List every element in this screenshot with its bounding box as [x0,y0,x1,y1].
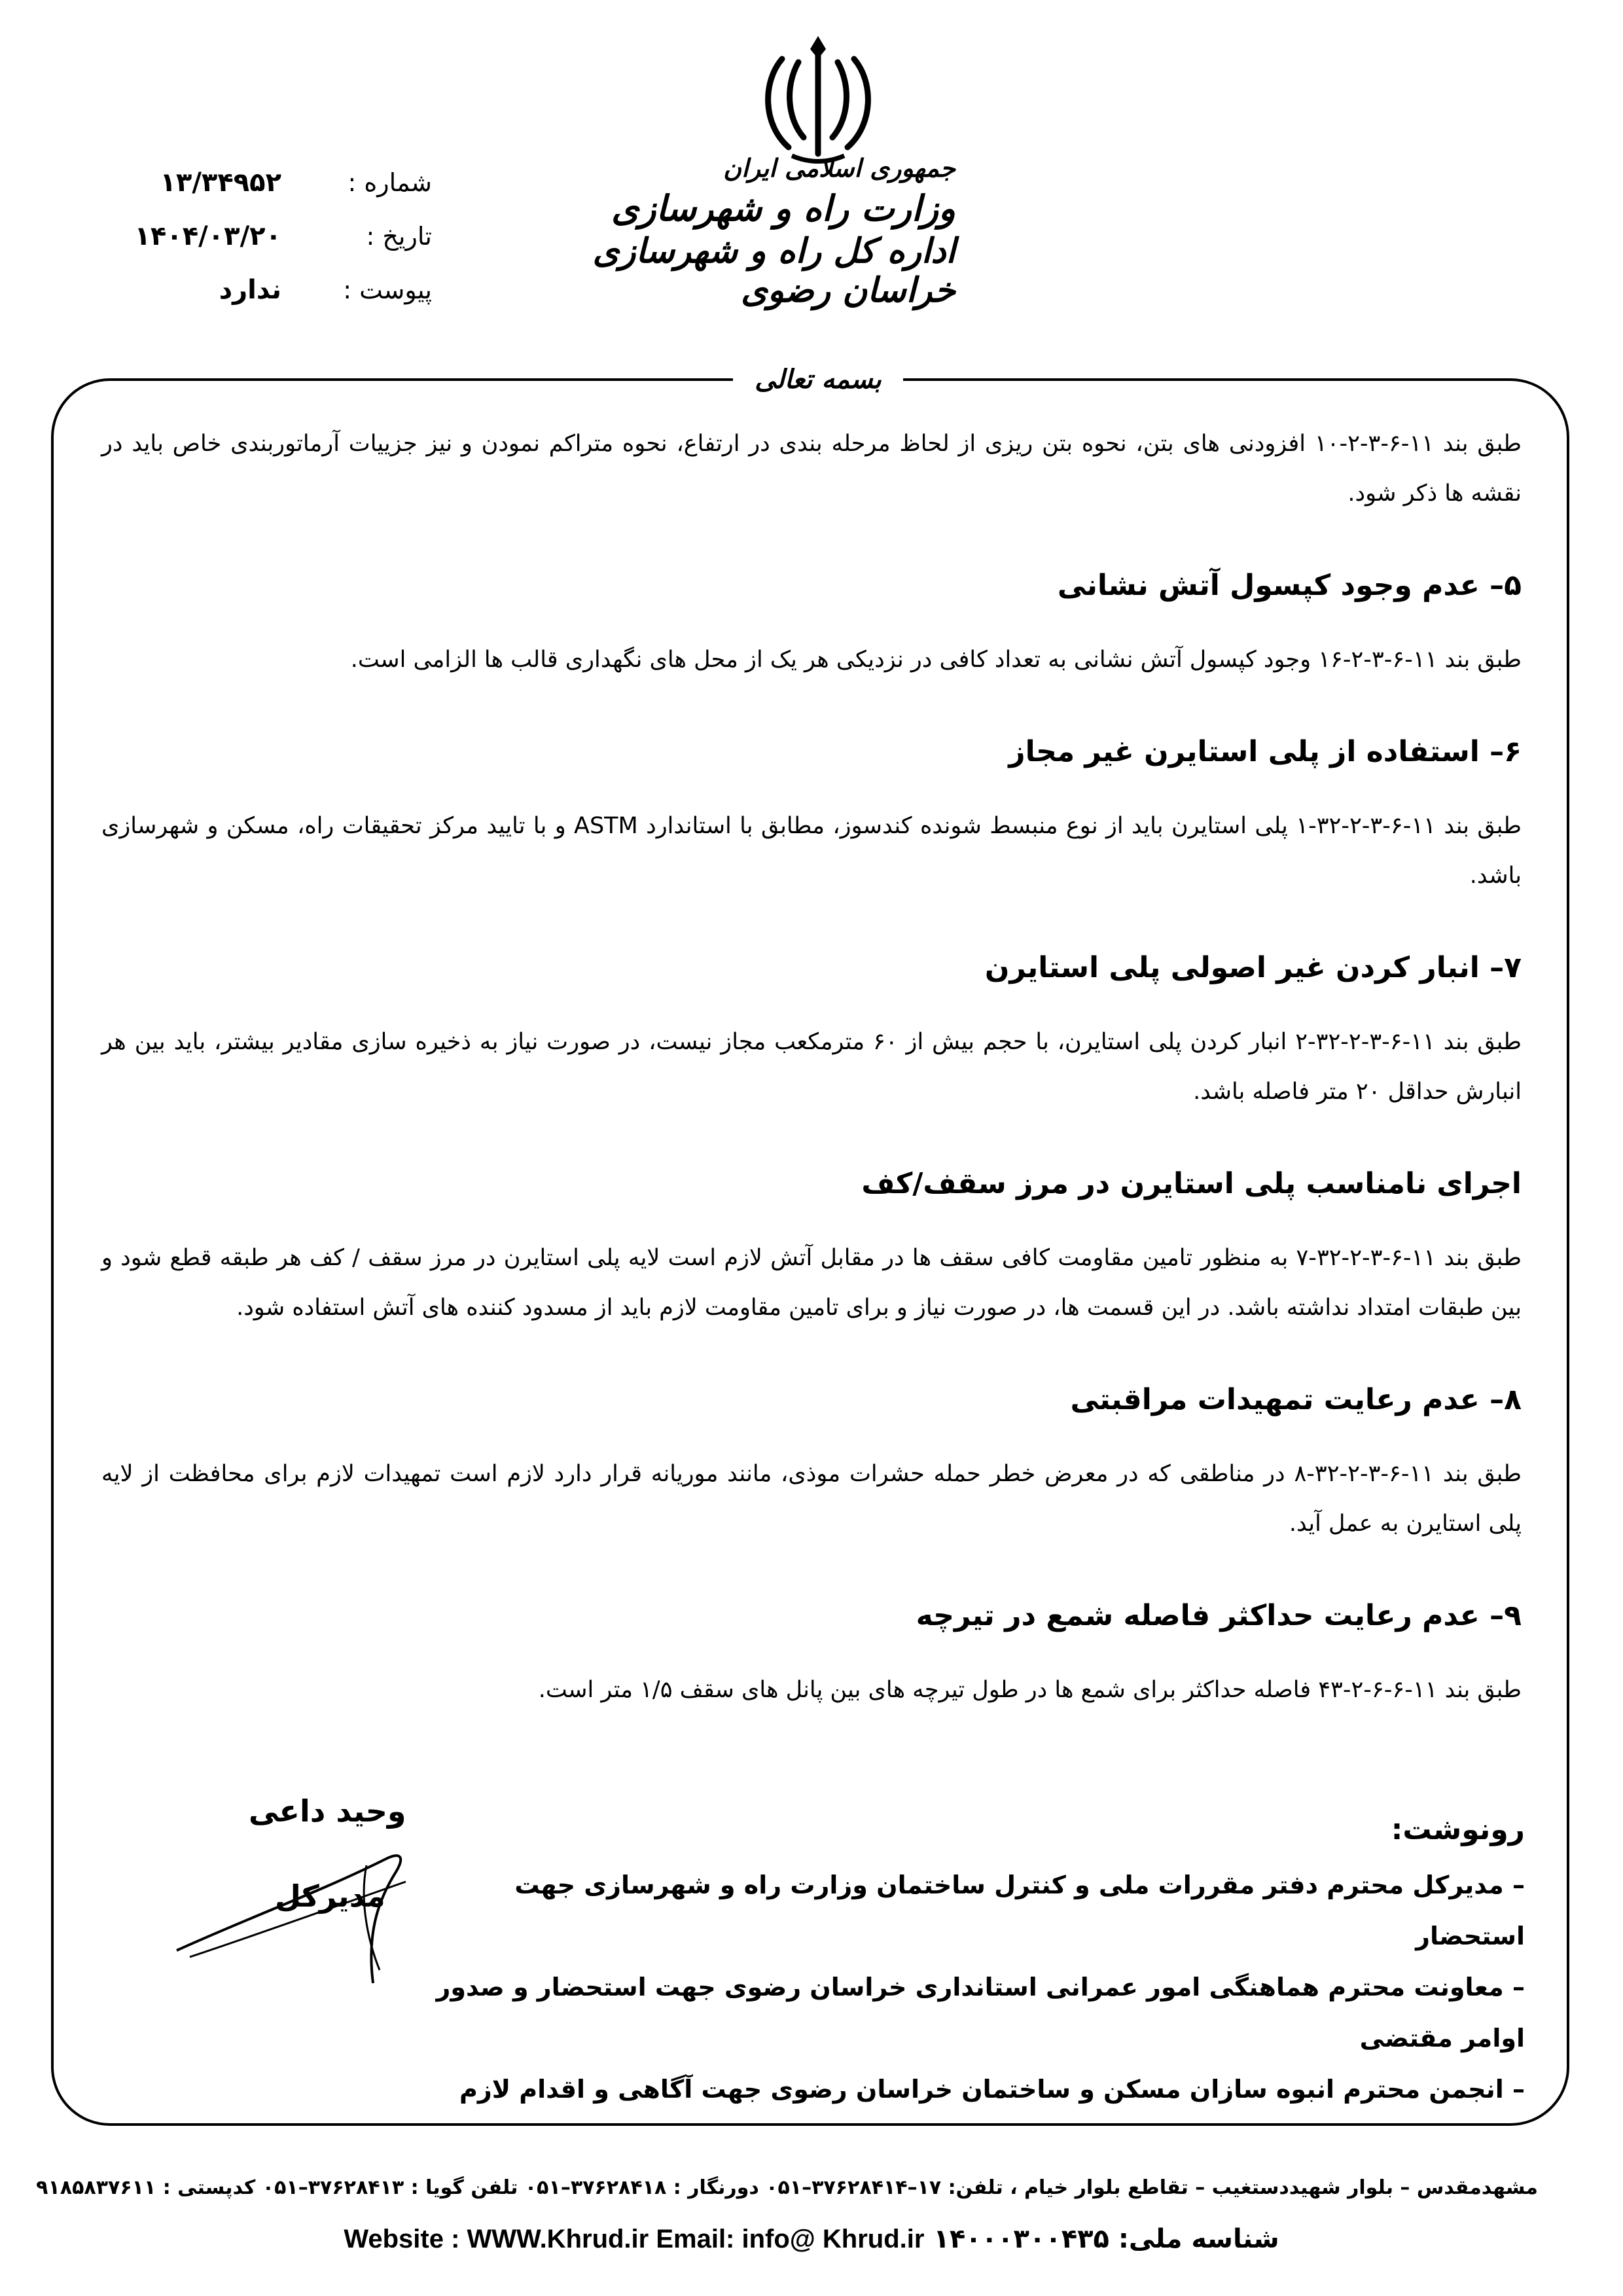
org-line-1: جمهوری اسلامی ایران [723,154,955,183]
section-heading: ۶– استفاده از پلی استایرن غیر مجاز [1008,735,1522,768]
section-text: طبق بند ۱۱-۶-۳-۲-۳۲-۲ انبار کردن پلی استایرن، با حجم بیش از ۶۰ مترمکعب مجاز نیست، در صورت نیاز به ذخیره سازی مقادیر بیشتر، باید بین هر انبارش حداقل ۲۰ متر فاصله باشد. [101,1029,1522,1105]
cc-title: رونوشت: [1391,1813,1525,1846]
cc-item: – مدیرکل محترم دفتر مقررات ملی و کنترل ساختمان وزارت راه و شهرسازی جهت استحضار [514,1871,1525,1950]
date-value: ۱۴۰۴/۰۳/۲۰ [134,221,281,251]
attachment-value: ندارد [219,275,281,305]
intro-paragraph: طبق بند ۱۱-۶-۳-۲-۱۰ افزودنی های بتن، نحوه بتن ریزی از لحاظ مرحله بندی در ارتفاع، نحوه متراکم نمودن و نیز جزییات آرماتوربندی خاص باید در نقشه ها ذکر شود. [101,431,1522,507]
section-text: طبق بند ۱۱-۶-۳-۲-۱۶ وجود کپسول آتش نشانی به تعداد کافی در نزدیکی هر یک از محل های نگهداری قالب ها الزامی است. [350,647,1522,673]
attachment-row [92,263,432,317]
cc-item: – معاونت محترم هماهنگی امور عمرانی استانداری خراسان رضوی جهت استحضار و صدور اوامر مقتضی [436,1973,1525,2053]
cc-item: – انجمن محترم انبوه سازان مسکن و ساختمان خراسان رضوی جهت آگاهی و اقدام لازم [459,2075,1525,2104]
section-text: طبق بند ۱۱-۶-۳-۲-۳۲-۸ در مناطقی که در معرض خطر حمله حشرات موذی، مانند موریانه قرار دارد لازم است تمهیدات لازم برای محافظت از لایه پلی استایرن به عمل آید. [101,1461,1522,1537]
footer-web: Website : WWW.Khrud.ir Email: info@ Khrud.ir [344,2225,925,2253]
footer-contact [85,2224,1538,2254]
number-row [92,156,432,209]
date-row [92,209,432,263]
section-text: طبق بند ۱۱-۶-۳-۲-۳۲-۷ به منظور تامین مقاومت کافی سقف ها در مقابل آتش لازم است لایه پلی استایرن در مرز سقف / کف هر طبقه قطع شود و بین طبقات امتداد نداشته باشد. در این قسمت ها، در صورت نیاز و برای تامین مقاومت لازم باید از مسدود کننده های آتش استفاده شود. [101,1245,1522,1321]
handwritten-signature [170,1820,445,2016]
number-value: ۱۳/۳۴۹۵۲ [160,168,281,198]
footer-address: مشهدمقدس – بلوار شهیددستغیب – تقاطع بلوار خیام ، تلفن: ۱۷–۳۷۶۲۸۴۱۴–۰۵۱ دورنگار : ۳۷۶۲۸۴۱۸–۰۵۱ تلفن گویا : ۳۷۶۲۸۴۱۳–۰۵۱ کدپستی : ۹۱۸۵۸۳۷۶۱۱ [36,2176,1538,2199]
section-heading: ۷– انبار کردن غیر اصولی پلی استایرن [984,951,1522,984]
cc-section [412,1813,1525,2115]
section-heading: ۸– عدم رعایت تمهیدات مراقبتی [1070,1383,1522,1416]
number-label: شماره : [348,168,432,197]
section-text: طبق بند ۱۱-۶-۳-۲-۳۲-۱ پلی استایرن باید از نوع منبسط شونده کندسوز، مطابق با استاندارد ASTM و با تایید مرکز تحقیقات راه، مسکن و شهرسازی باشد. [101,813,1522,889]
signer-title: مدیرکل [275,1878,385,1914]
attachment-label: پیوست : [343,276,432,304]
date-label: تاریخ : [366,222,432,251]
section-heading: ۹– عدم رعایت حداکثر فاصله شمع در تیرچه [916,1599,1522,1632]
org-line-3: اداره کل راه و شهرسازی خراسان رضوی [592,232,955,310]
iran-emblem-logo [753,33,883,170]
section-heading: اجرای نامناسب پلی استایرن در مرز سقف/کف [861,1167,1522,1200]
section-text: طبق بند ۱۱-۶-۶-۲-۴۳ فاصله حداکثر برای شمع ها در طول تیرچه های بین پانل های سقف ۱/۵ متر است. [538,1677,1522,1703]
letter-metadata [92,156,432,317]
footer-national-id: شناسه ملی: ۱۴۰۰۰۳۰۰۴۳۵ [933,2224,1279,2254]
bismillah: بسمه تعالی [733,353,903,406]
org-line-2: وزارت راه و شهرسازی [611,188,955,229]
letter-body [101,419,1522,1715]
signer-name: وحید داعی [249,1793,406,1829]
section-heading: ۵– عدم وجود کپسول آتش نشانی [1057,569,1522,602]
organization-header [497,154,955,310]
